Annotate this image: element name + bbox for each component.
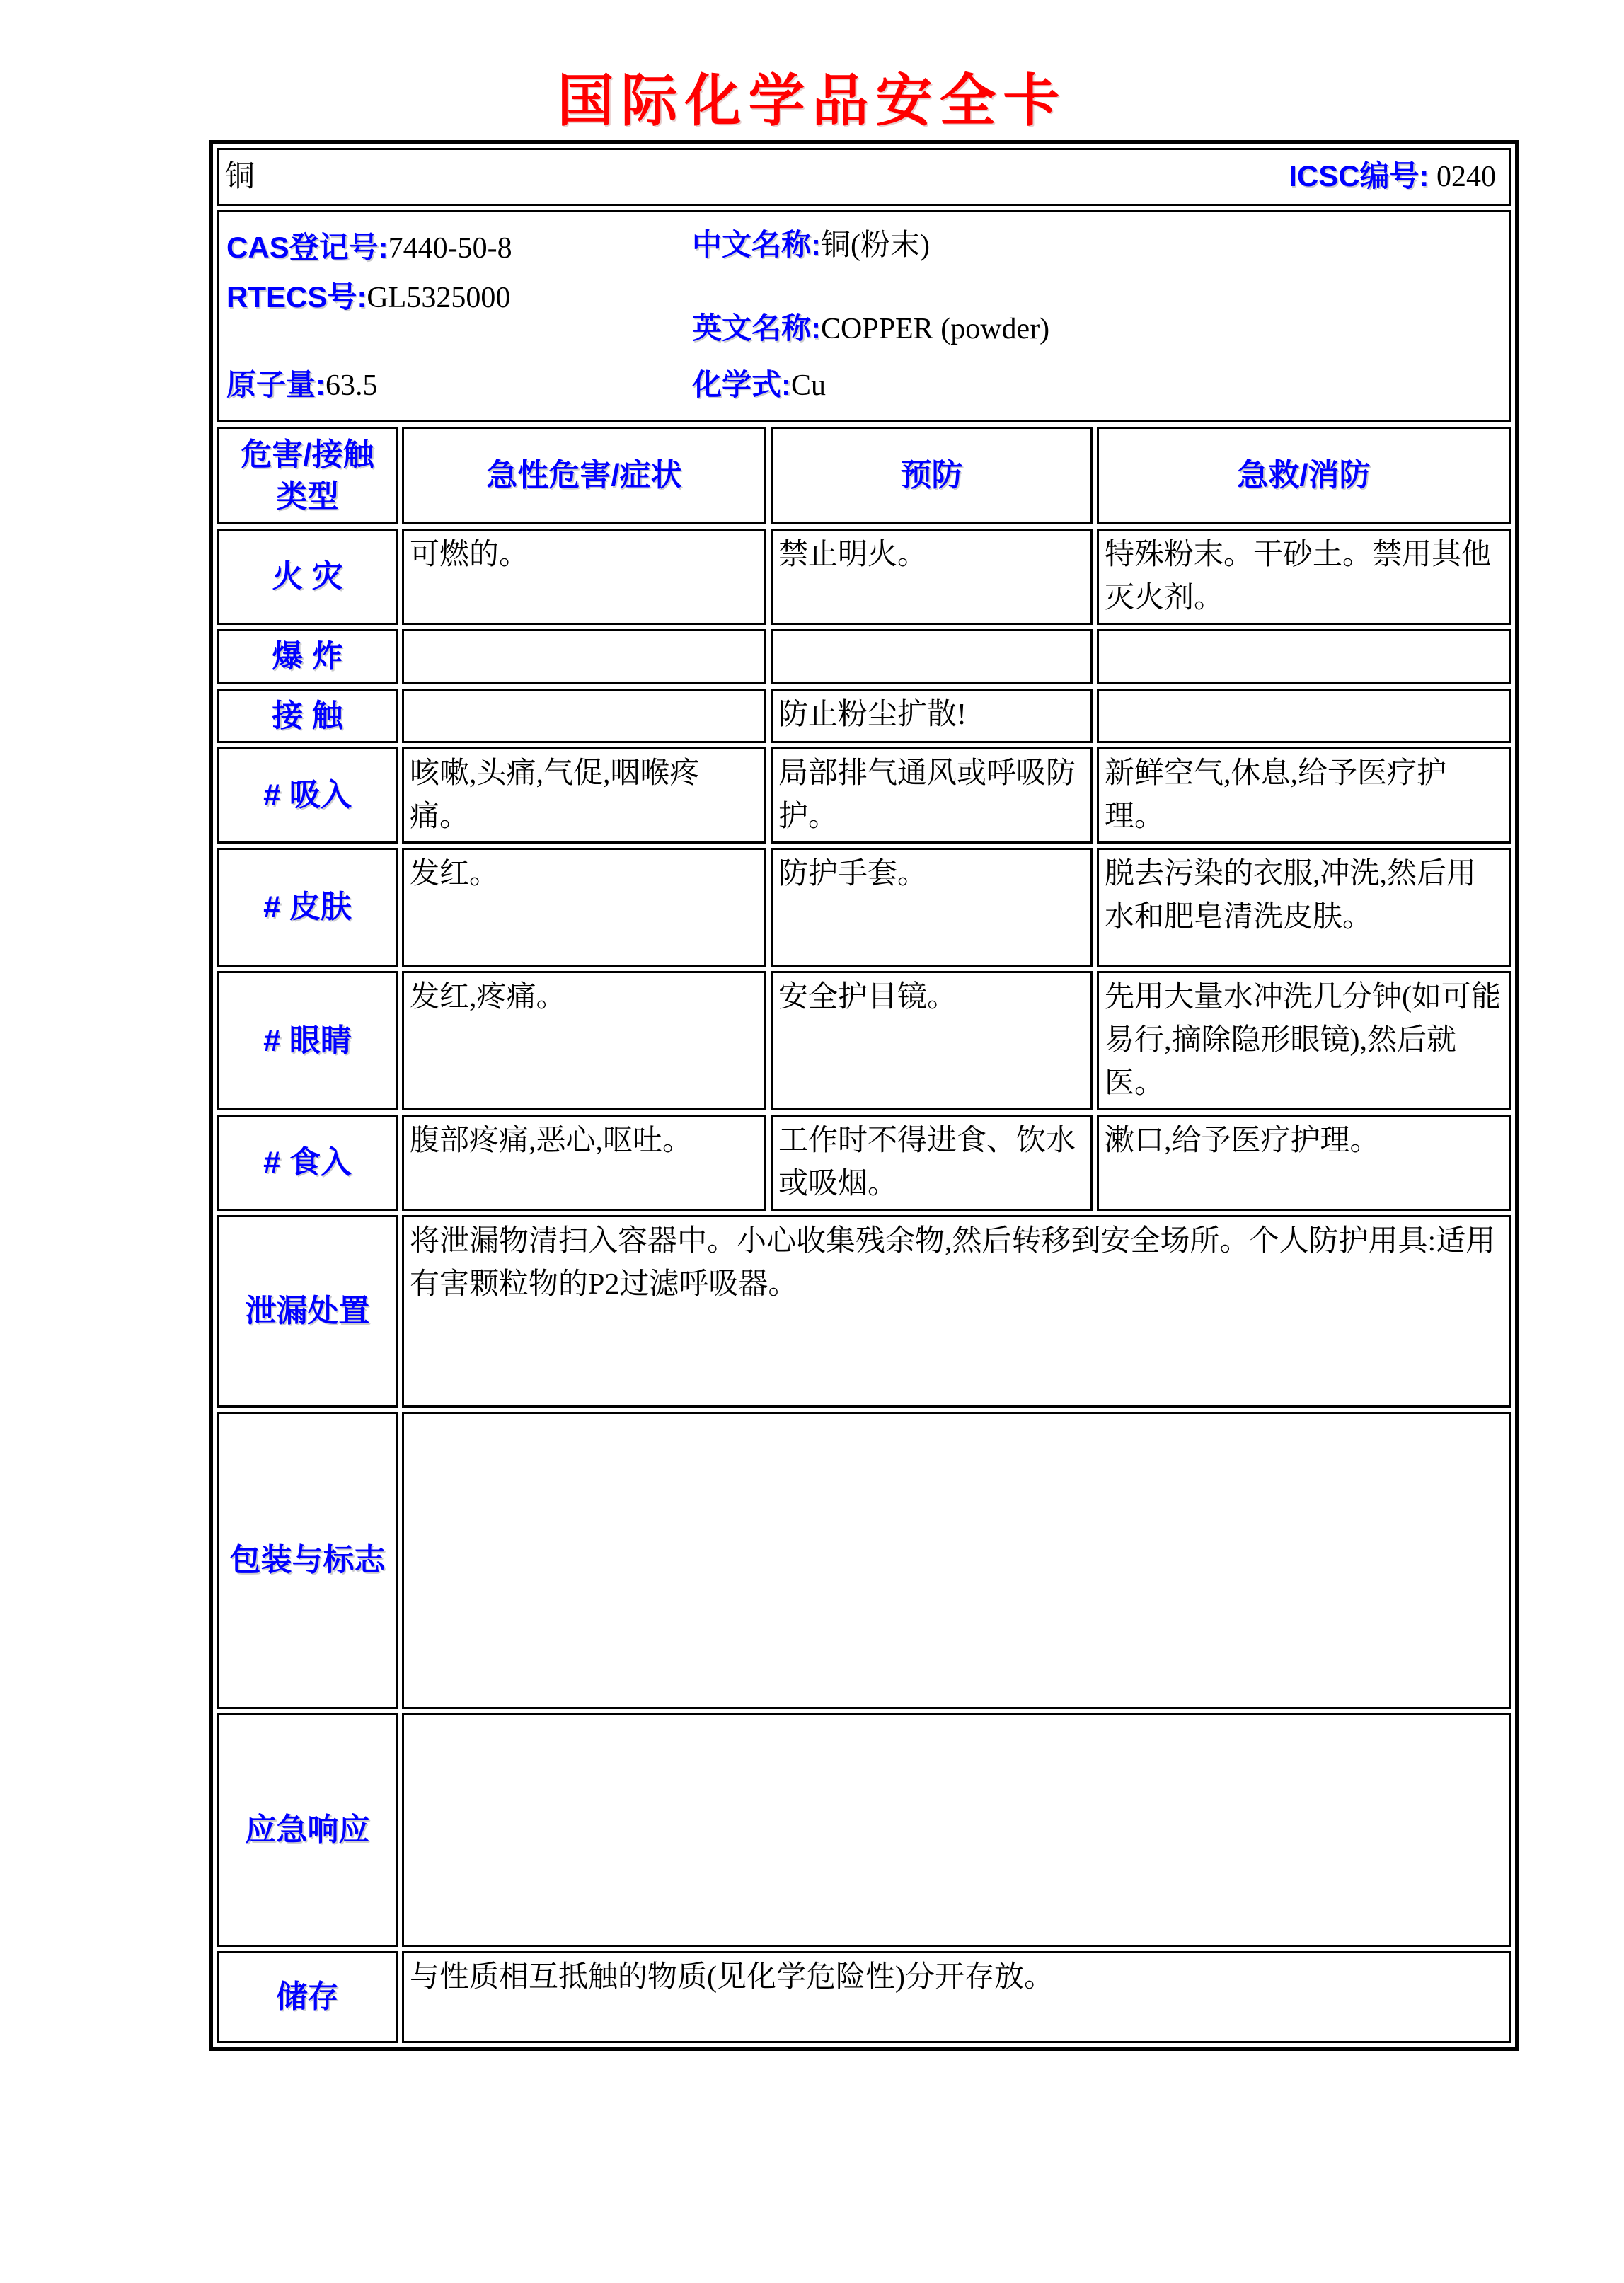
contact-prevention-cell: 防止粉尘扩散! xyxy=(771,689,1093,744)
icsc-badge xyxy=(1289,155,1503,199)
section-label-packaging: 包装与标志 xyxy=(217,1412,398,1709)
hazard-type-ingestion: # 食入 xyxy=(217,1115,398,1211)
emergency-content-cell xyxy=(402,1713,1511,1947)
atomic-weight-value: 63.5 xyxy=(326,369,378,403)
ingestion-firstaid-cell: 漱口,给予医疗护理。 xyxy=(1097,1115,1511,1211)
section-row-packaging xyxy=(217,1412,1511,1709)
storage-content-cell: 与性质相互抵触的物质(见化学危险性)分开存放。 xyxy=(402,1951,1511,2043)
packaging-content-cell xyxy=(402,1412,1511,1709)
section-row-emergency xyxy=(217,1713,1511,1947)
chinese-name-value: 铜(粉末) xyxy=(821,229,930,262)
col-header-hazard-type-line2: 类型 xyxy=(276,479,339,514)
skin-firstaid-cell: 脱去污染的衣服,冲洗,然后用水和肥皂清洗皮肤。 xyxy=(1097,848,1511,967)
explosion-firstaid-cell xyxy=(1097,629,1511,684)
col-header-symptoms: 急性危害/症状 xyxy=(402,427,766,524)
hazard-header-row xyxy=(217,427,1511,524)
atomic-weight-field xyxy=(226,364,378,408)
explosion-symptoms-cell xyxy=(402,629,766,684)
col-header-firstaid: 急救/消防 xyxy=(1097,427,1511,524)
hazard-row-fire xyxy=(217,529,1511,625)
english-name-field xyxy=(692,307,1049,351)
col-header-hazard-type xyxy=(217,427,398,524)
rtecs-value: GL5325000 xyxy=(367,282,511,314)
hazard-type-inhalation: # 吸入 xyxy=(217,747,398,844)
hazard-row-explosion xyxy=(217,629,1511,684)
section-label-storage: 储存 xyxy=(217,1951,398,2043)
english-name-label: 英文名称: xyxy=(692,311,821,345)
inhalation-prevention-cell: 局部排气通风或呼吸防护。 xyxy=(771,747,1093,844)
chinese-name-field xyxy=(692,224,930,268)
substance-name: 铜 xyxy=(225,160,255,193)
hazard-row-ingestion xyxy=(217,1115,1511,1211)
ingestion-symptoms-cell: 腹部疼痛,恶心,呕吐。 xyxy=(402,1115,766,1211)
skin-prevention-cell: 防护手套。 xyxy=(771,848,1093,967)
fire-prevention-cell: 禁止明火。 xyxy=(771,529,1093,625)
page-title: 国际化学品安全卡 xyxy=(557,69,1067,132)
eyes-firstaid-cell: 先用大量水冲洗几分钟(如可能易行,摘除隐形眼镜),然后就医。 xyxy=(1097,971,1511,1110)
hazard-row-skin xyxy=(217,848,1511,967)
rtecs-label: RTECS号: xyxy=(226,280,367,314)
cas-field xyxy=(226,226,512,270)
contact-firstaid-cell xyxy=(1097,689,1511,744)
ingestion-prevention-cell: 工作时不得进食、饮水或吸烟。 xyxy=(771,1115,1093,1211)
hazard-type-skin: # 皮肤 xyxy=(217,848,398,967)
cas-value: 7440-50-8 xyxy=(388,232,512,265)
formula-value: Cu xyxy=(791,369,827,403)
icsc-card-table xyxy=(209,140,1519,2051)
skin-symptoms-cell: 发红。 xyxy=(402,848,766,967)
eyes-symptoms-cell: 发红,疼痛。 xyxy=(402,971,766,1110)
identity-row xyxy=(217,210,1511,422)
inhalation-firstaid-cell: 新鲜空气,休息,给予医疗护理。 xyxy=(1097,747,1511,844)
hazard-row-eyes xyxy=(217,971,1511,1110)
atomic-weight-label: 原子量: xyxy=(226,368,326,402)
fire-symptoms-cell: 可燃的。 xyxy=(402,529,766,625)
fire-firstaid-cell: 特殊粉末。干砂土。禁用其他灭火剂。 xyxy=(1097,529,1511,625)
hazard-row-inhalation xyxy=(217,747,1511,844)
eyes-prevention-cell: 安全护目镜。 xyxy=(771,971,1093,1110)
card-header-cell xyxy=(217,148,1511,206)
section-row-storage xyxy=(217,1951,1511,2043)
hazard-row-contact xyxy=(217,689,1511,744)
contact-symptoms-cell xyxy=(402,689,766,744)
identity-cell xyxy=(217,210,1511,422)
explosion-prevention-cell xyxy=(771,629,1093,684)
hazard-type-fire: 火 灾 xyxy=(217,529,398,625)
icsc-number: 0240 xyxy=(1436,161,1497,194)
rtecs-field xyxy=(226,276,510,320)
hazard-type-contact: 接 触 xyxy=(217,689,398,744)
icsc-label: ICSC编号: xyxy=(1289,159,1429,193)
section-label-spill: 泄漏处置 xyxy=(217,1215,398,1408)
col-header-hazard-type-line1: 危害/接触 xyxy=(241,437,374,472)
inhalation-symptoms-cell: 咳嗽,头痛,气促,咽喉疼痛。 xyxy=(402,747,766,844)
cas-label: CAS登记号: xyxy=(226,231,388,264)
section-label-emergency: 应急响应 xyxy=(217,1713,398,1947)
card-header-row xyxy=(217,148,1511,206)
hazard-type-eyes: # 眼睛 xyxy=(217,971,398,1110)
chinese-name-label: 中文名称: xyxy=(692,228,821,261)
english-name-value: COPPER (powder) xyxy=(821,313,1050,345)
col-header-prevention: 预防 xyxy=(771,427,1093,524)
spill-content-cell: 将泄漏物清扫入容器中。小心收集残余物,然后转移到安全场所。个人防护用具:适用有害颗粒物的P2过滤呼吸器。 xyxy=(402,1215,1511,1408)
formula-field xyxy=(692,364,826,408)
hazard-type-explosion: 爆 炸 xyxy=(217,629,398,684)
formula-label: 化学式: xyxy=(692,368,791,402)
section-row-spill xyxy=(217,1215,1511,1408)
